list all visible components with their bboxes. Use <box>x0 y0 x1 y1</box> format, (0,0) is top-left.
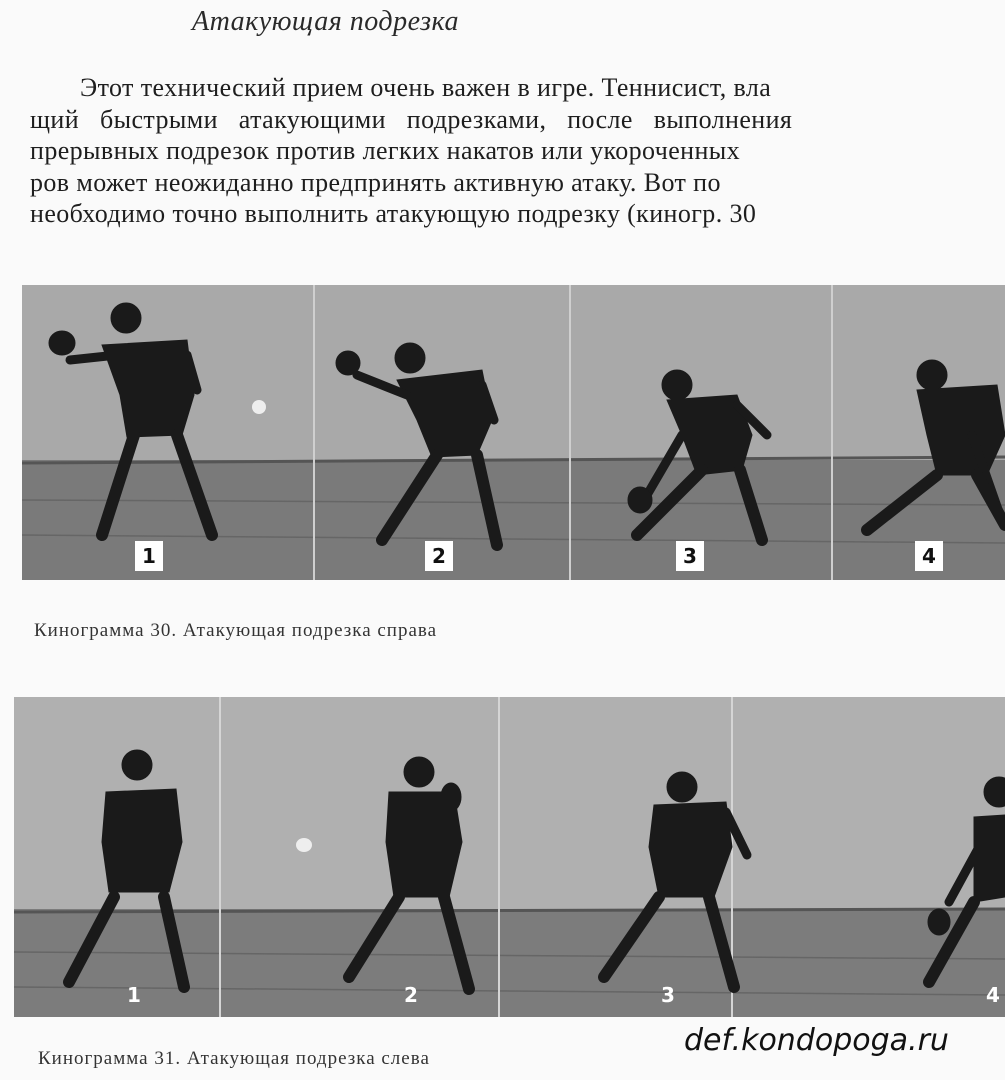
frame-number: 2 <box>404 983 418 1007</box>
paragraph-line: ров может неожиданно предпринять активную атаку. Вот по <box>30 167 721 197</box>
paragraph-line: необходимо точно выполнить атакующую подрезку (киногр. 30 <box>30 199 757 228</box>
frame-number: 3 <box>661 983 675 1007</box>
kinogram-30-photo <box>22 285 1005 580</box>
frame-number: 4 <box>915 541 943 571</box>
body-paragraph <box>30 72 1005 230</box>
kinogram-31-caption: Кинограмма 31. Атакующая подрезка слева <box>38 1048 430 1069</box>
frame-number: 1 <box>127 983 141 1007</box>
paragraph-line: прерывных подрезок против легких накатов или укороченных <box>30 136 741 165</box>
kinogram-30-caption: Кинограмма 30. Атакующая подрезка справа <box>34 620 438 641</box>
site-watermark: def.kondopoga.ru <box>684 1023 949 1058</box>
section-heading: Атакующая подрезка <box>192 6 459 37</box>
frame-number: 4 <box>986 983 1000 1007</box>
kinogram-31-photo <box>14 697 1005 1017</box>
kinogram-30-photo-strip <box>22 285 1005 580</box>
frame-number: 3 <box>676 541 704 571</box>
paragraph-line: щий быстрыми атакующими подрезками, после выполнения <box>30 104 793 134</box>
paragraph-line: Этот технический прием очень важен в игре. Теннисист, вла <box>80 73 772 102</box>
kinogram-31-photo-strip <box>14 697 1005 1017</box>
frame-number: 1 <box>135 541 163 571</box>
frame-number: 2 <box>425 541 453 571</box>
